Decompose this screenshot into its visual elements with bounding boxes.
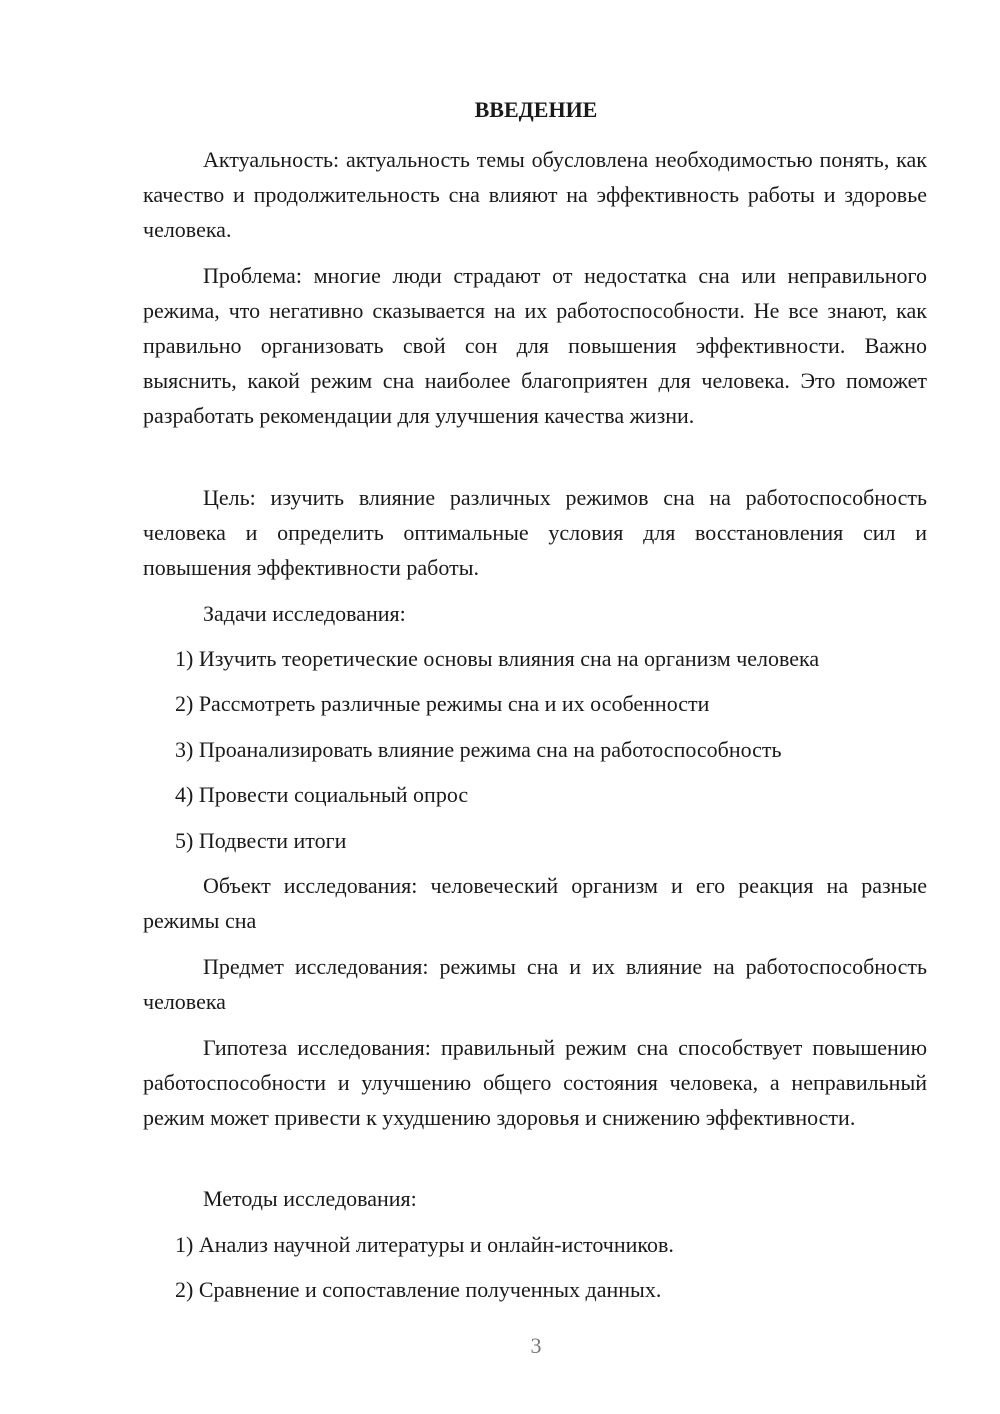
- section-heading: ВВЕДЕНИЕ: [474, 97, 598, 122]
- goal-paragraph: Цель: изучить влияние различных режимов сна на работоспособность человека и определить оптимальные условия для восстановления сил и повышения эффективности работы.: [143, 485, 927, 580]
- tasks-label: Задачи исследования:: [203, 601, 406, 626]
- object-paragraph: Объект исследования: человеческий организм и его реакция на разные режимы сна: [143, 873, 927, 933]
- method-item: 1) Анализ научной литературы и онлайн-источников.: [175, 1232, 674, 1257]
- task-item: 1) Изучить теоретические основы влияния сна на организм человека: [175, 646, 820, 671]
- method-item: 2) Сравнение и сопоставление полученных данных.: [175, 1277, 662, 1302]
- task-item: 4) Провести социальный опрос: [175, 782, 469, 807]
- subject-paragraph: Предмет исследования: режимы сна и их влияние на работоспособность человека: [143, 954, 927, 1014]
- hypothesis-paragraph: Гипотеза исследования: правильный режим сна способствует повышению работоспособности и улучшению общего состояния человека, а неправильный режим может привести к ухудшению здоровья и снижению эффективности.: [143, 1035, 927, 1130]
- problem-paragraph: Проблема: многие люди страдают от недостатка сна или неправильного режима, что негативно сказывается на их работоспособности. Не все знают, как правильно организовать свой сон для повышения эффективности. Важно выяснить, какой режим сна наиболее благоприятен для человека. Это поможет разработать рекомендации для улучшения качества жизни.: [143, 263, 927, 428]
- task-item: 2) Рассмотреть различные режимы сна и их особенности: [175, 691, 710, 716]
- task-item: 3) Проанализировать влияние режима сна на работоспособность: [175, 737, 782, 762]
- methods-label: Методы исследования:: [203, 1186, 417, 1211]
- relevance-paragraph: Актуальность: актуальность темы обусловлена необходимостью понять, как качество и продолжительность сна влияют на эффективность работы и здоровье человека.: [143, 147, 927, 242]
- page-number: 3: [530, 1333, 542, 1358]
- task-item: 5) Подвести итоги: [175, 828, 347, 853]
